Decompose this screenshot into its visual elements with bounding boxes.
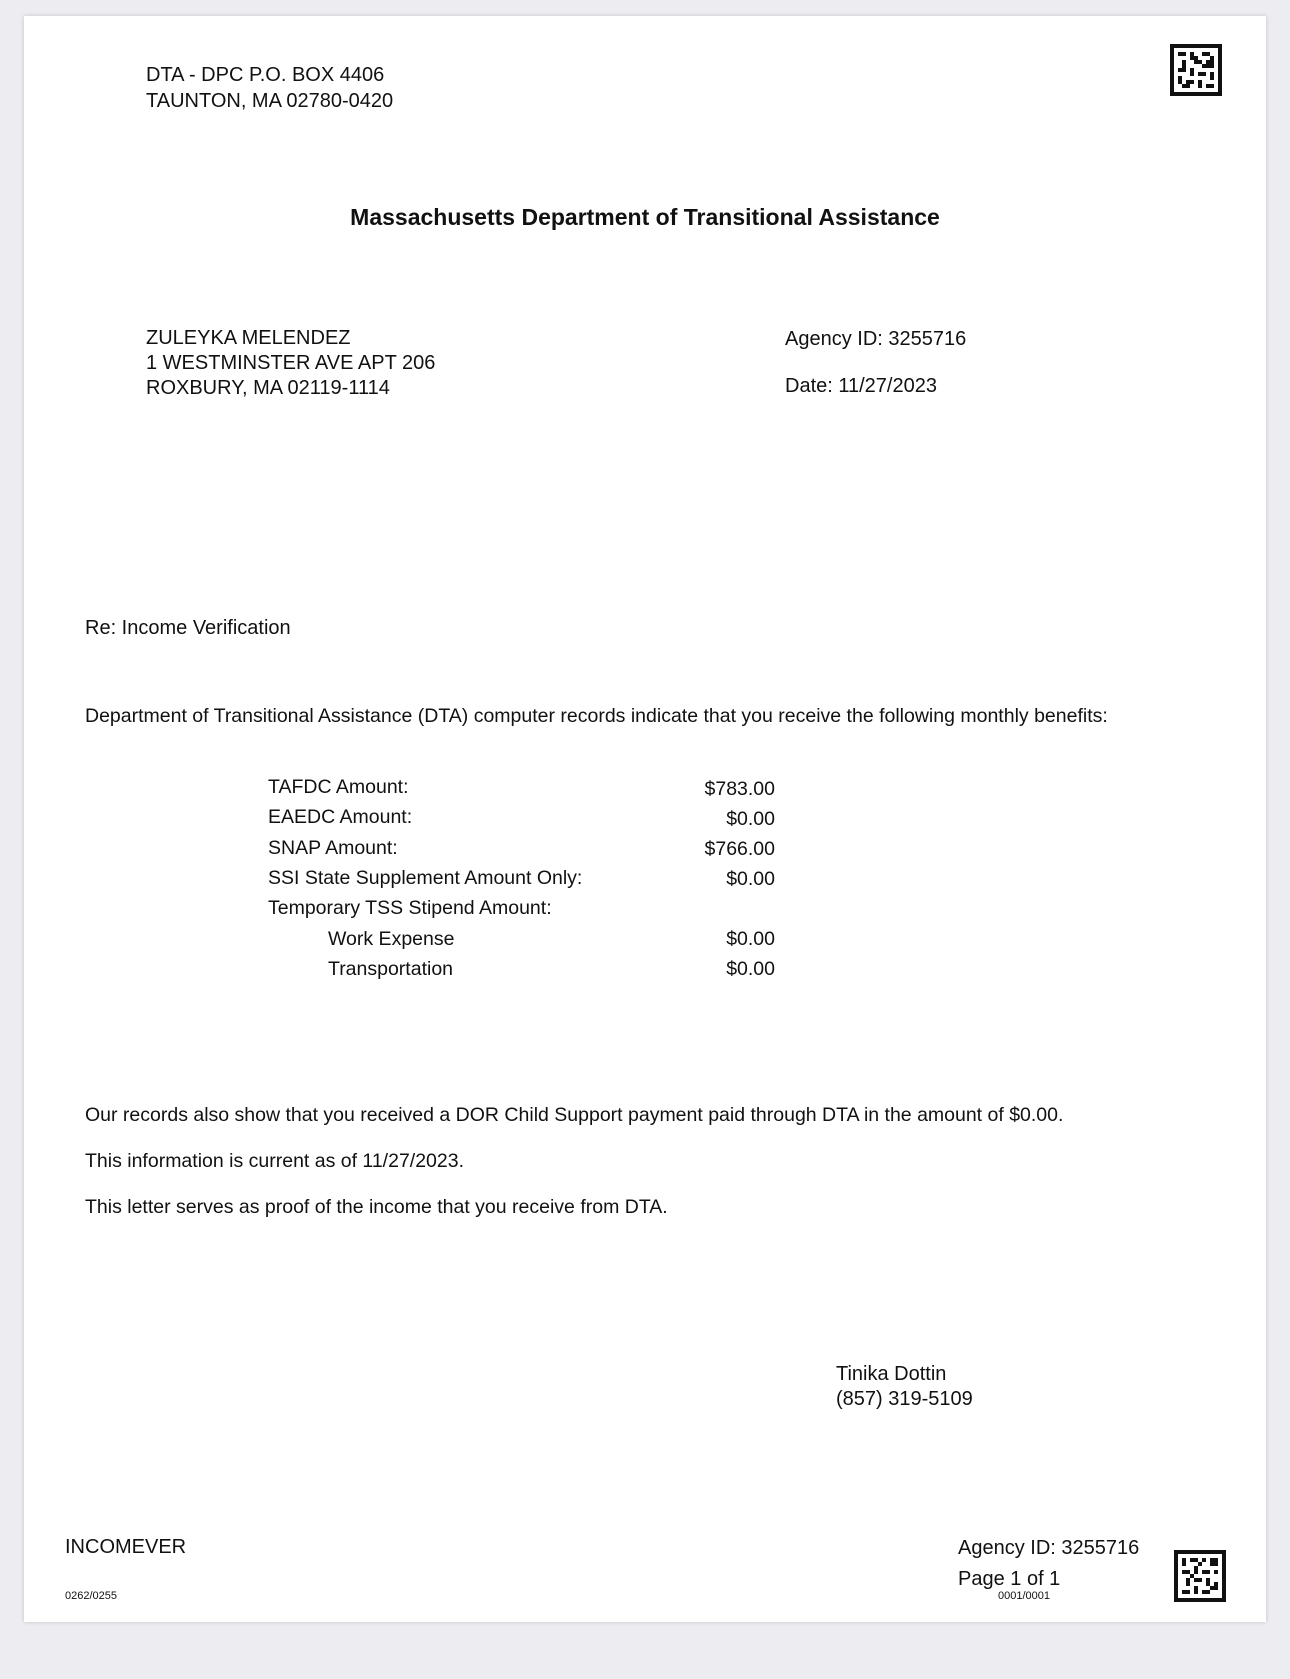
return-address-line1: DTA - DPC P.O. BOX 4406	[146, 64, 385, 86]
benefit-label-ssi: SSI State Supplement Amount Only:	[268, 867, 583, 889]
benefit-amount-ssi: $0.00	[726, 868, 775, 890]
benefit-amount-snap: $766.00	[704, 838, 775, 860]
recipient-name: ZULEYKA MELENDEZ	[146, 327, 351, 349]
benefit-label-tafdc: TAFDC Amount:	[268, 776, 409, 798]
letter-page	[24, 16, 1266, 1622]
footer-agency-id: Agency ID: 3255716	[958, 1537, 1140, 1559]
proof-paragraph: This letter serves as proof of the income that you receive from DTA.	[85, 1196, 668, 1218]
return-address	[146, 62, 393, 114]
footer-page-number: Page 1 of 1	[958, 1568, 1061, 1590]
benefit-label-tss: Temporary TSS Stipend Amount:	[268, 897, 552, 919]
benefit-amount-eaedc: $0.00	[726, 808, 775, 830]
current-as-of-paragraph: This information is current as of 11/27/2023.	[85, 1150, 465, 1172]
benefit-label-work-expense: Work Expense	[328, 928, 455, 950]
header-agency-id: Agency ID: 3255716	[785, 328, 967, 350]
top-barcode-icon	[1170, 44, 1222, 96]
child-support-paragraph: Our records also show that you received a DOR Child Support payment paid through DTA in the amount of $0.00.	[85, 1104, 1064, 1126]
signature-name: Tinika Dottin	[836, 1363, 947, 1385]
footer-right-code: 0001/0001	[998, 1590, 1050, 1602]
bottom-barcode-icon	[1174, 1550, 1226, 1602]
footer-left-code: 0262/0255	[65, 1590, 117, 1602]
header-date: Date: 11/27/2023	[785, 375, 937, 397]
benefit-label-eaedc: EAEDC Amount:	[268, 806, 413, 828]
benefit-amount-tafdc: $783.00	[704, 778, 775, 800]
recipient-address1: 1 WESTMINSTER AVE APT 206	[146, 352, 436, 374]
recipient-address2: ROXBURY, MA 02119-1114	[146, 377, 390, 399]
benefit-amount-work-expense: $0.00	[726, 928, 775, 950]
subject-line: Re: Income Verification	[85, 617, 291, 639]
benefit-amount-transportation: $0.00	[726, 958, 775, 980]
signature-phone: (857) 319-5109	[836, 1388, 973, 1410]
benefit-label-transportation: Transportation	[328, 958, 454, 980]
recipient-address	[146, 326, 435, 401]
benefit-label-snap: SNAP Amount:	[268, 837, 398, 859]
intro-paragraph: Department of Transitional Assistance (DTA) computer records indicate that you receive the following monthly benefits:	[85, 705, 1108, 727]
return-address-line2: TAUNTON, MA 02780-0420	[146, 90, 394, 112]
page-title: Massachusetts Department of Transitional Assistance	[350, 204, 940, 230]
footer-form-code: INCOMEVER	[65, 1536, 187, 1558]
signature-block	[836, 1362, 973, 1412]
